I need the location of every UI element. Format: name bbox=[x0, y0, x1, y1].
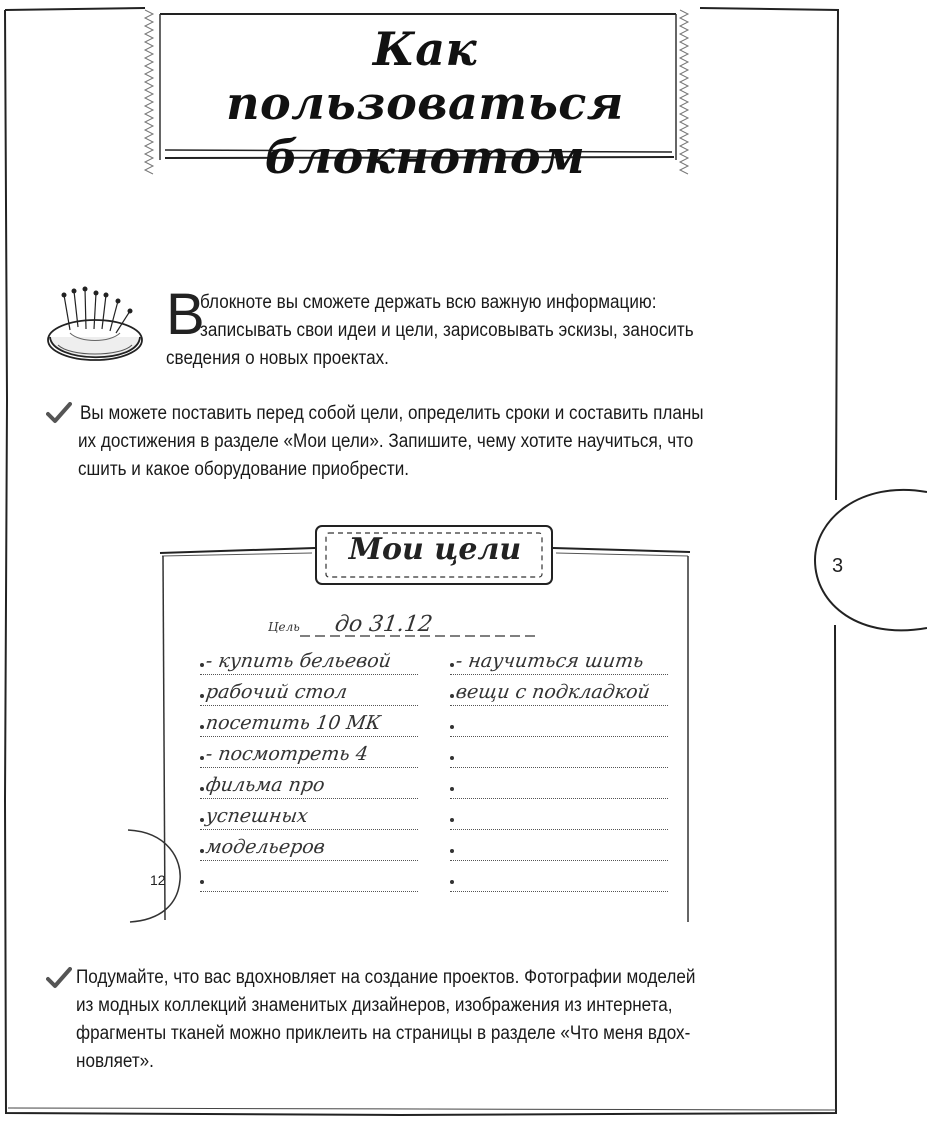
goal-entry: вещи с подкладкой bbox=[454, 681, 652, 703]
example-page-number: 12 bbox=[150, 872, 166, 888]
pincushion-illustration bbox=[40, 285, 150, 375]
dotted-line bbox=[450, 736, 668, 737]
dotted-line bbox=[450, 829, 668, 830]
bullet-2-line-3: фрагменты тканей можно приклеить на страницы в разделе «Что меня вдох- bbox=[76, 1023, 691, 1044]
example-page-title: Мои цели bbox=[348, 532, 522, 567]
list-bullet-dot bbox=[200, 880, 204, 884]
goal-entry: рабочий стол bbox=[204, 681, 349, 703]
list-bullet-dot bbox=[450, 787, 454, 791]
list-bullet-dot bbox=[200, 725, 204, 729]
intro-line-1: блокноте вы сможете держать всю важную информацию: bbox=[200, 292, 657, 313]
dotted-line bbox=[200, 798, 418, 799]
check-icon bbox=[46, 967, 72, 989]
page-title bbox=[170, 22, 680, 184]
goal-entry: успешных bbox=[204, 805, 310, 827]
dotted-line bbox=[450, 891, 668, 892]
drop-cap: В bbox=[166, 282, 205, 347]
goal-value: до 31.12 bbox=[333, 612, 434, 637]
page-number: 3 bbox=[832, 555, 844, 577]
page-title-line-1: Как пользоваться bbox=[226, 22, 624, 130]
goal-entry: - посмотреть 4 bbox=[204, 743, 370, 765]
dotted-line bbox=[450, 705, 668, 706]
bullet-1-line-2: их достижения в разделе «Мои цели». Запишите, чему хотите научиться, что bbox=[78, 431, 694, 452]
bullet-1-line-1: Вы можете поставить перед собой цели, определить сроки и составить планы bbox=[80, 403, 704, 424]
dotted-line bbox=[450, 860, 668, 861]
goal-entry: модельеров bbox=[204, 836, 327, 858]
bullet-2-line-1: Подумайте, что вас вдохновляет на создание проектов. Фотографии моделей bbox=[76, 967, 696, 988]
list-bullet-dot bbox=[450, 849, 454, 853]
check-icon bbox=[46, 402, 72, 424]
dotted-line bbox=[450, 674, 668, 675]
goal-entry: посетить 10 МК bbox=[204, 712, 383, 734]
list-bullet-dot bbox=[450, 663, 454, 667]
list-bullet-dot bbox=[450, 725, 454, 729]
dotted-line bbox=[450, 767, 668, 768]
dotted-line bbox=[200, 767, 418, 768]
bullet-2-line-2: из модных коллекций знаменитых дизайнеров, изображения из интернета, bbox=[76, 995, 673, 1016]
list-bullet-dot bbox=[450, 880, 454, 884]
list-bullet-dot bbox=[450, 694, 454, 698]
dotted-line bbox=[200, 674, 418, 675]
list-bullet-dot bbox=[200, 787, 204, 791]
goal-entry: фильма про bbox=[204, 774, 327, 796]
list-bullet-dot bbox=[200, 663, 204, 667]
dotted-line bbox=[200, 705, 418, 706]
list-bullet-dot bbox=[200, 849, 204, 853]
goal-entry: - купить бельевой bbox=[204, 650, 393, 672]
list-bullet-dot bbox=[450, 756, 454, 760]
intro-line-2: записывать свои идеи и цели, зарисовывать эскизы, заносить bbox=[200, 320, 694, 341]
bullet-2-line-4: новляет». bbox=[76, 1051, 154, 1072]
goal-entry: - научиться шить bbox=[454, 650, 646, 672]
list-bullet-dot bbox=[200, 756, 204, 760]
list-bullet-dot bbox=[200, 694, 204, 698]
list-bullet-dot bbox=[200, 818, 204, 822]
intro-line-3: сведения о новых проектах. bbox=[166, 348, 389, 369]
dotted-line bbox=[200, 736, 418, 737]
dotted-line bbox=[200, 860, 418, 861]
list-bullet-dot bbox=[450, 818, 454, 822]
dotted-line bbox=[200, 829, 418, 830]
bullet-1-line-3: сшить и какое оборудование приобрести. bbox=[78, 459, 410, 480]
page-title-line-2: блокнотом bbox=[264, 130, 586, 184]
goal-label: Цель bbox=[268, 620, 300, 634]
dotted-line bbox=[200, 891, 418, 892]
dotted-line bbox=[450, 798, 668, 799]
